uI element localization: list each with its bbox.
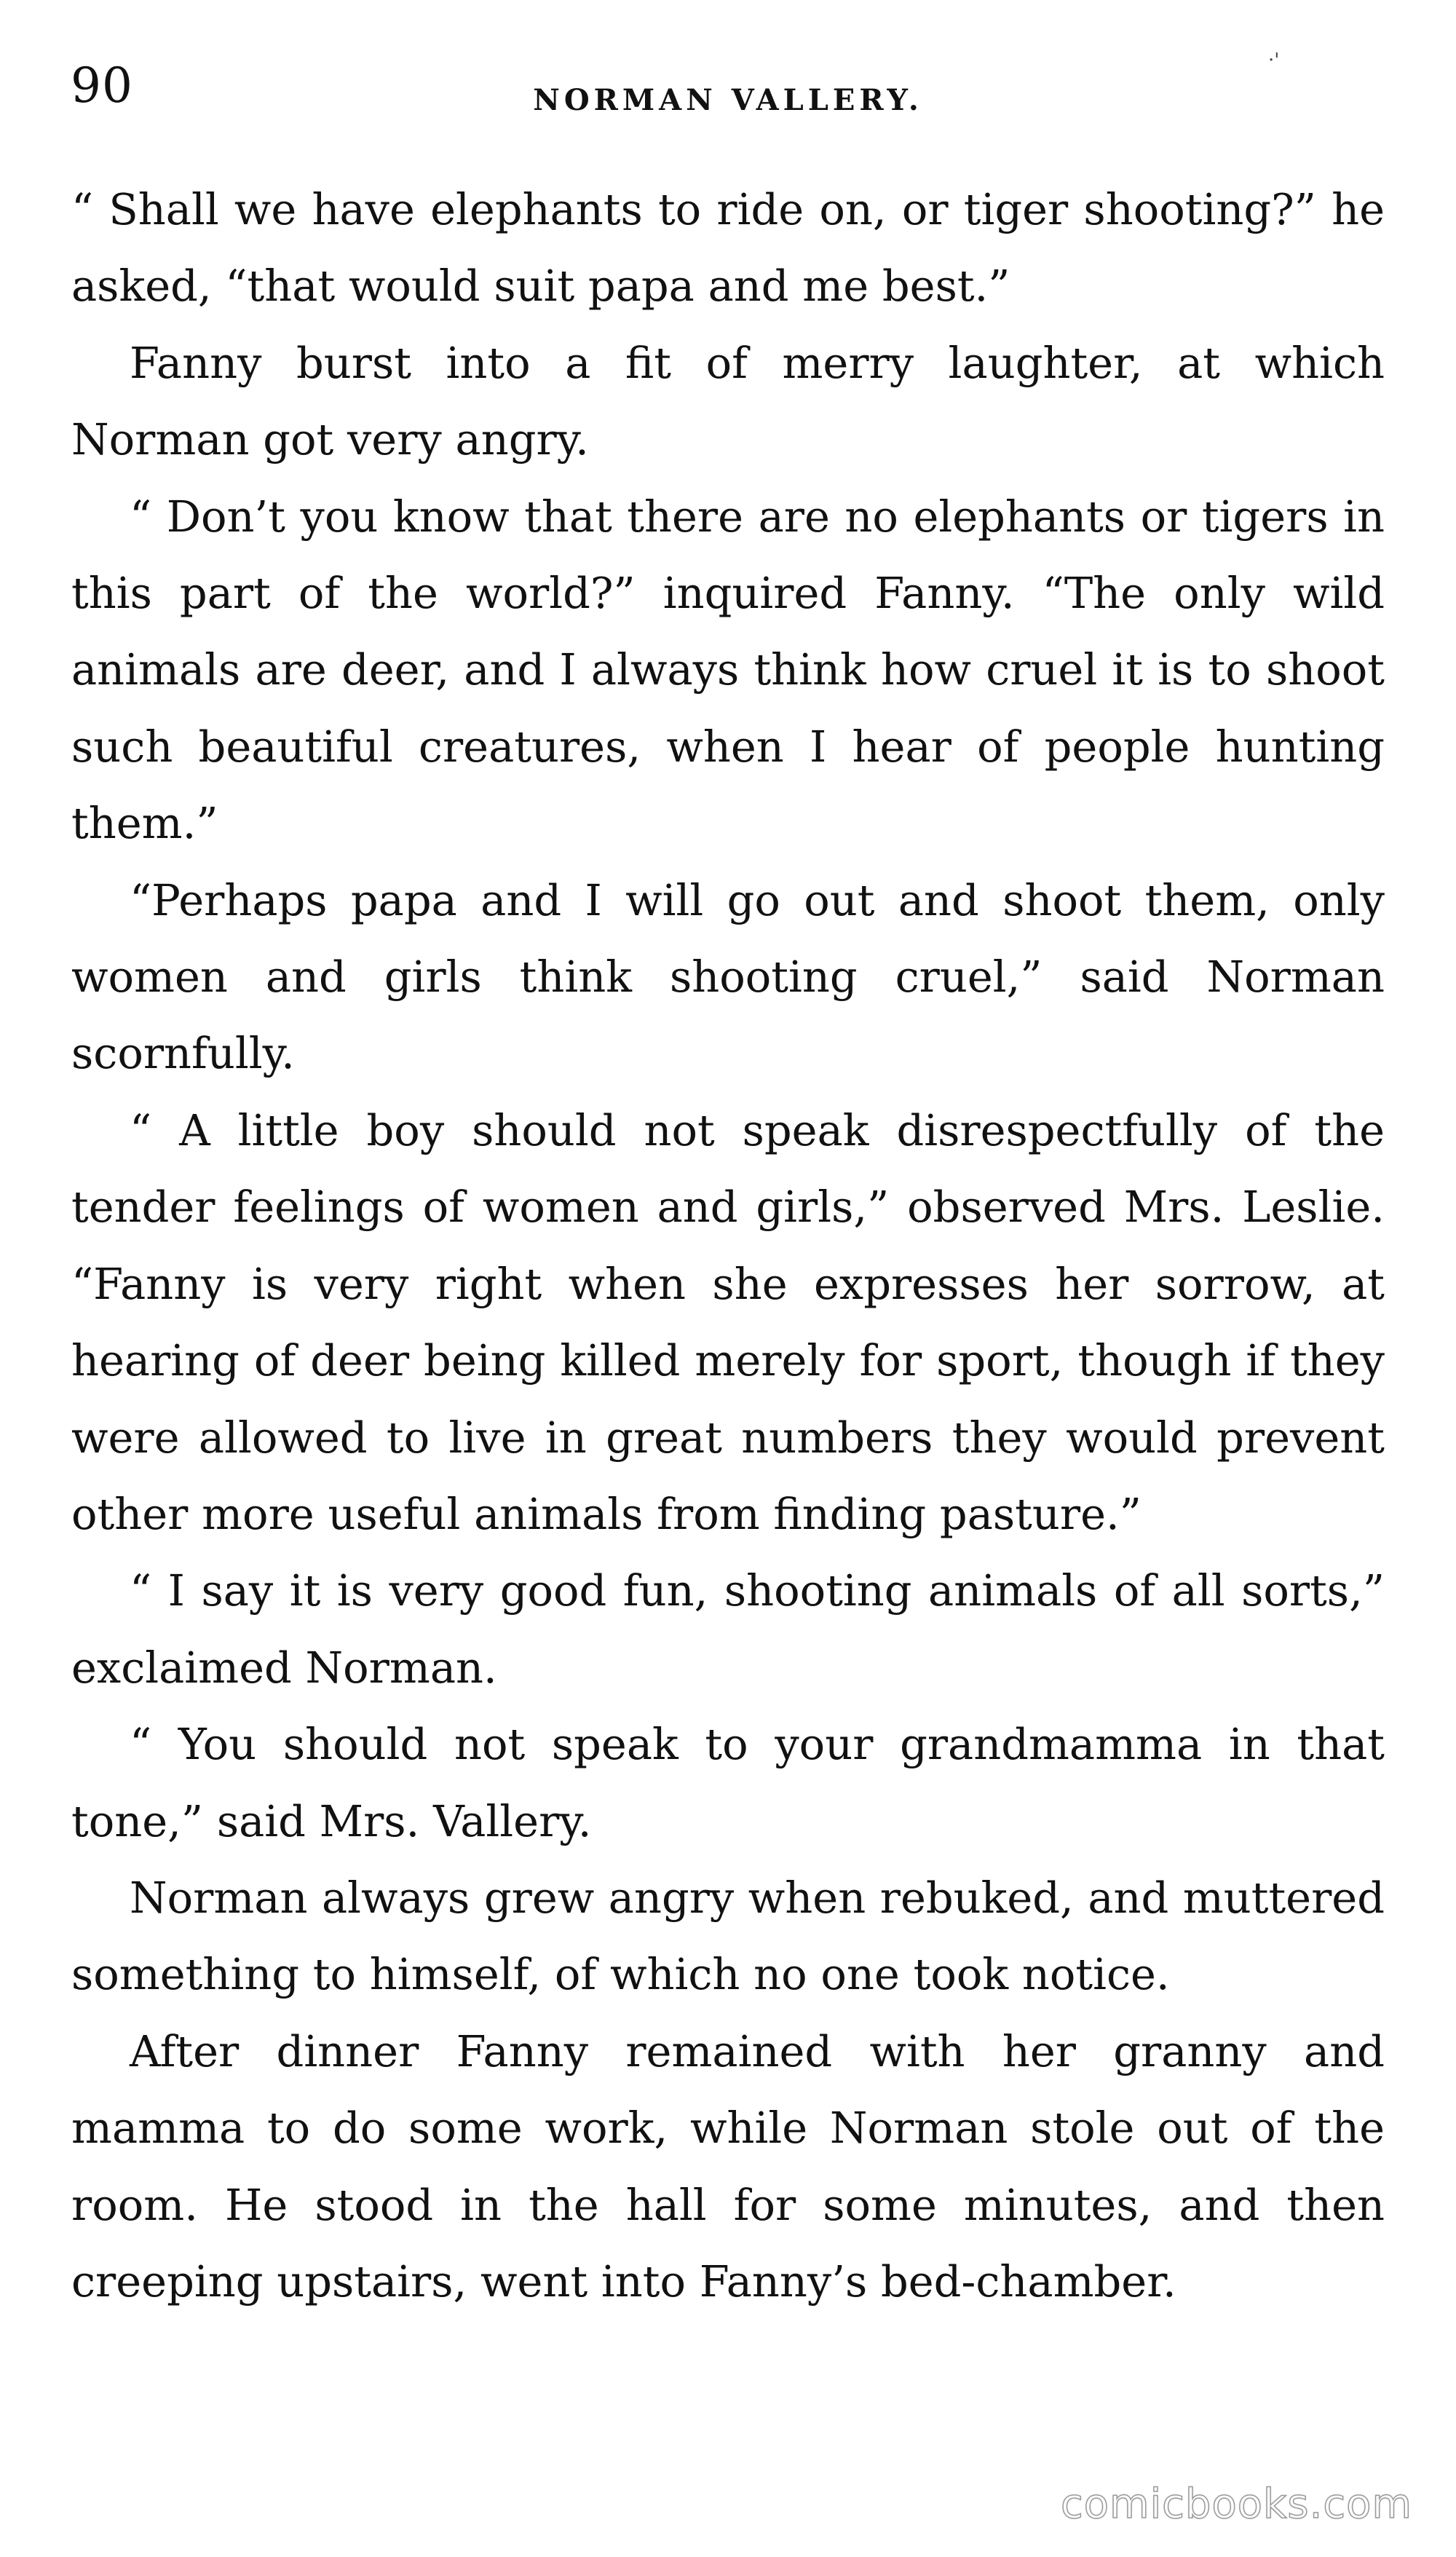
paragraph-4: “Perhaps papa and I will go out and shoot them, only women and girls think shooting cruel,” said Norman scornfully. <box>71 874 1385 1079</box>
running-title: NORMAN VALLERY. <box>533 83 923 117</box>
page-number: 90 <box>71 58 133 114</box>
page-header <box>0 0 1456 175</box>
paragraph-1: “ Shall we have elephants to ride on, or tiger shooting?” he asked, “that would suit papa and me best.” <box>71 184 1385 312</box>
paragraph-5: “ A little boy should not speak disrespectfully of the tender feelings of women and girls,” observed Mrs. Leslie. “Fanny is very right when she expresses her sorrow, at hearing of deer being killed merely for sport, though if they were allowed to live in great numbers they would prevent other more useful animals from finding pasture.” <box>71 1104 1385 1539</box>
watermark: comicbooks.com <box>1060 2481 1412 2528</box>
paragraph-9: After dinner Fanny remained with her granny and mamma to do some work, while Norman stole out of the room. He stood in the hall for some minutes, and then creeping upstairs, went into Fanny’s bed-chamber. <box>71 2026 1385 2307</box>
paragraph-3: “ Don’t you know that there are no elephants or tigers in this part of the world?” inquired Fanny. “The only wild animals are deer, and I always think how cruel it is to shoot such beautiful creatures, when I hear of people hunting them.” <box>71 491 1385 849</box>
paragraph-7: “ You should not speak to your grandmamma in that tone,” said Mrs. Vallery. <box>71 1719 1385 1846</box>
paragraph-2: Fanny burst into a fit of merry laughter, at which Norman got very angry. <box>71 337 1385 465</box>
body-text <box>71 171 1385 2320</box>
paragraph-6: “ I say it is very good fun, shooting animals of all sorts,” exclaimed Norman. <box>71 1565 1385 1693</box>
paragraph-8: Norman always grew angry when rebuked, and muttered something to himself, of which no one took notice. <box>71 1872 1385 2000</box>
corner-mark: ·' <box>1268 50 1280 71</box>
